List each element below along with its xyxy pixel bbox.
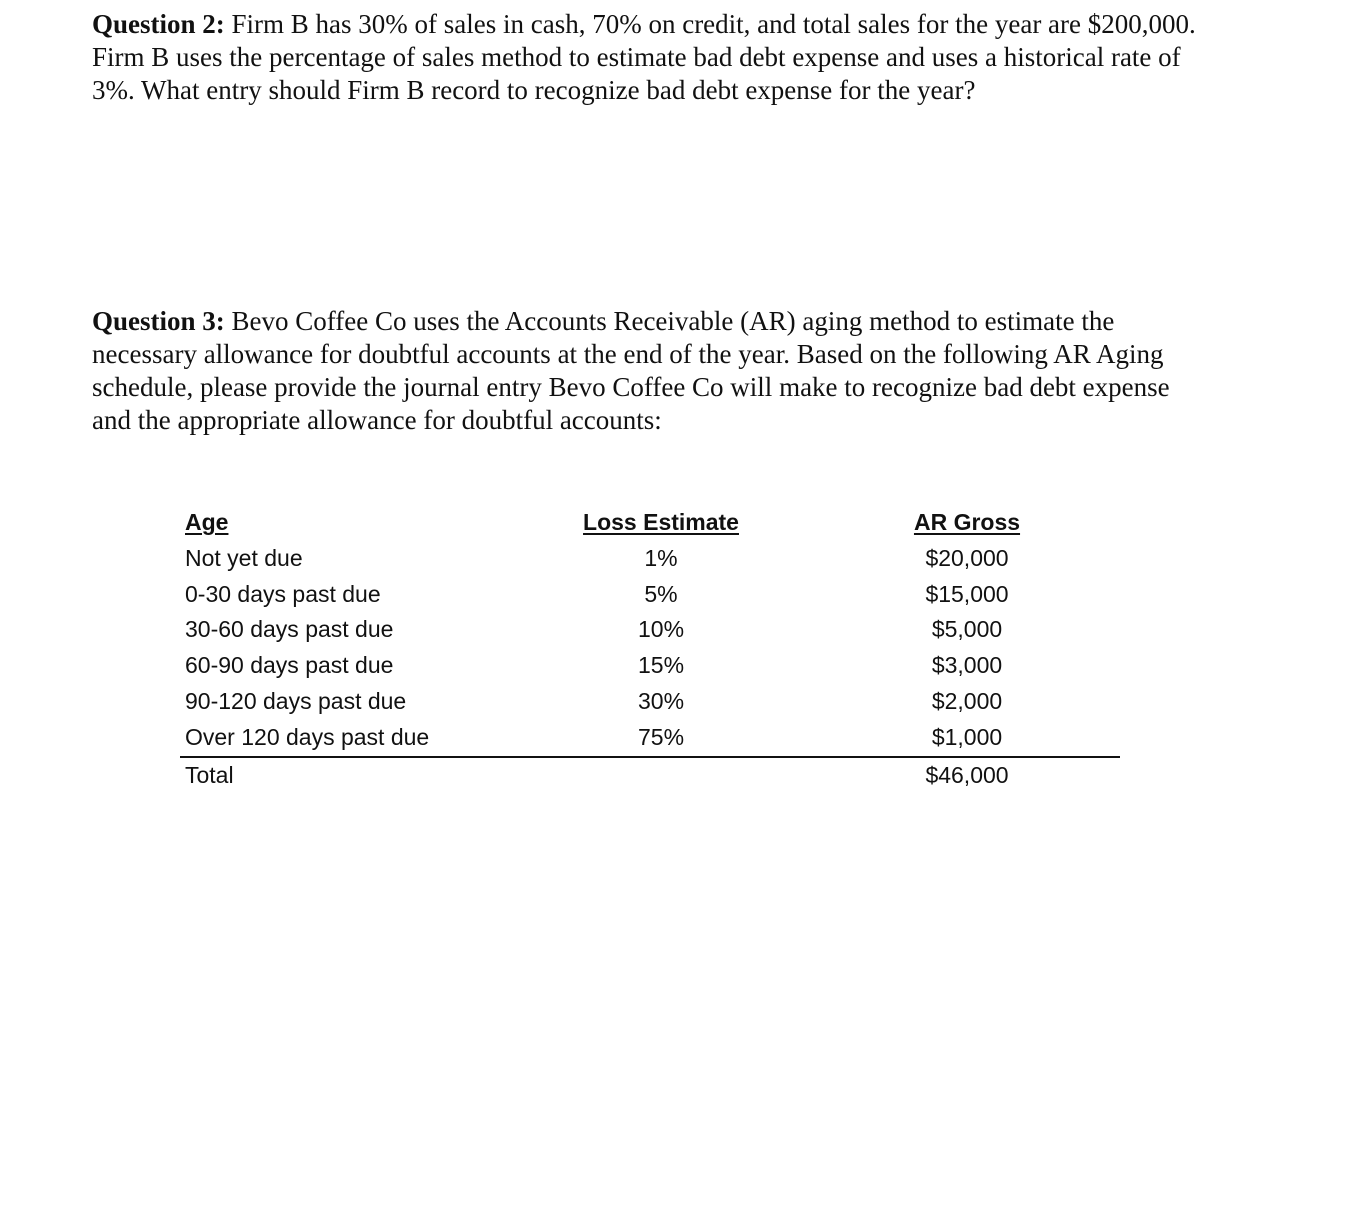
- ar-aging-table: [180, 505, 1120, 793]
- table-row: Not yet due 1% $20,000: [180, 541, 1120, 577]
- total-row: Total $46,000: [180, 758, 1120, 794]
- question-2-text: Firm B has 30% of sales in cash, 70% on credit, and total sales for the year are $200,000. Firm B uses the percentage of sales method to estimate bad debt expense and uses a historical rate of 3%. What entry should Firm B record to recognize bad debt expense for the year?: [92, 9, 1196, 105]
- total-label: Total: [185, 761, 234, 788]
- age-cell: 60-90 days past due: [185, 652, 394, 679]
- question-3-label: Question 3:: [92, 306, 225, 336]
- age-cell: 0-30 days past due: [185, 580, 381, 607]
- table-header-row: Age Loss Estimate AR Gross: [180, 505, 1120, 541]
- table-row: 60-90 days past due 15% $3,000: [180, 648, 1120, 684]
- question-2: [92, 8, 1202, 107]
- age-cell: 90-120 days past due: [185, 687, 407, 714]
- table-row: Over 120 days past due 75% $1,000: [180, 720, 1120, 756]
- age-cell: Not yet due: [185, 544, 303, 571]
- question-3-text: Bevo Coffee Co uses the Accounts Receivable (AR) aging method to estimate the necessary allowance for doubtful accounts at the end of the year. Based on the following AR Aging schedule, please provide the journal entry Bevo Coffee Co will make to recognize bad debt expense and the appropriate allowance for doubtful accounts:: [92, 306, 1170, 435]
- table-row: 0-30 days past due 5% $15,000: [180, 577, 1120, 613]
- age-cell: Over 120 days past due: [185, 723, 430, 750]
- header-age: Age: [185, 509, 229, 535]
- table-row: 90-120 days past due 30% $2,000: [180, 684, 1120, 720]
- question-3: [92, 305, 1202, 437]
- age-cell: 30-60 days past due: [185, 616, 394, 643]
- table-row: 30-60 days past due 10% $5,000: [180, 612, 1120, 648]
- question-2-label: Question 2:: [92, 9, 225, 39]
